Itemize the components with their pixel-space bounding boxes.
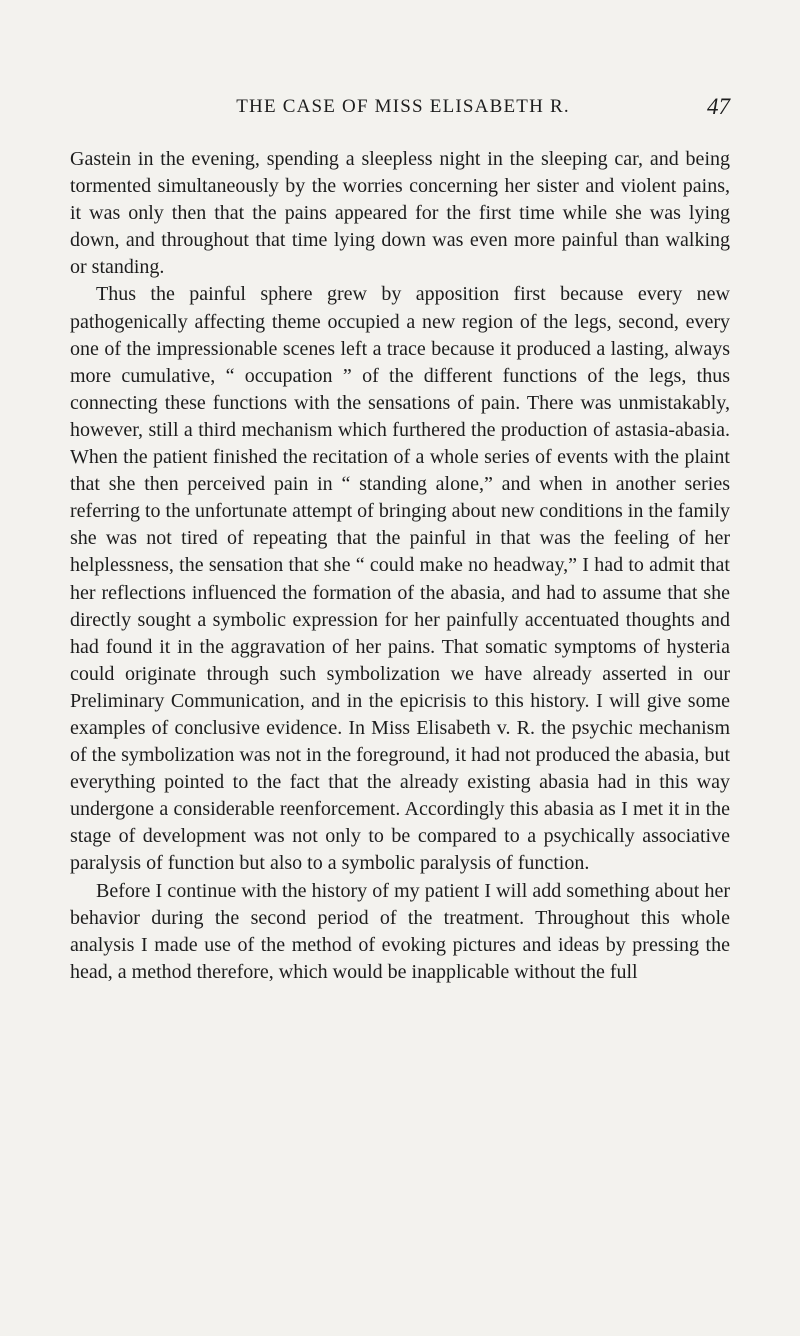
paragraph-painful-sphere: Thus the painful sphere grew by apposition first because every new pathogenically affecting theme occupied a new region of the legs, second, every one of the impressionable scenes left a trace because it produced a lasting, always more cumulative, “ occupation ” of the different functions of the legs, thus connecting these functions with the sensations of pain. There was unmistakably, however, still a third mechanism which furthered the production of astasia-abasia. When the patient finished the recitation of a whole series of events with the plaint that she then perceived pain in “ standing alone,” and when in another series referring to the unfortunate attempt of bringing about new conditions in the family she was not tired of repeating that the painful in that was the feeling of her helplessness, the sensation that she “ could make no headway,” I had to admit that her reflections influenced the formation of the abasia, and had to assume that she directly sought a symbolic expression for her painfully accentuated thoughts and had found it in the aggravation of her pains. That somatic symptoms of hysteria could originate through such symbolization we have already asserted in our Preliminary Communication, and in the epicrisis to this history. I will give some examples of conclusive evidence. In Miss Elisabeth v. R. the psychic mechanism of the symbolization was not in the foreground, it had not produced the abasia, but everything pointed to the fact that the already existing abasia had in this way undergone a considerable reenforcement. Accordingly this abasia as I met it in the stage of development was not only to be compared to a psychically associative paralysis of function but also to a symbolic paralysis of function. (70, 283, 730, 875)
page-number: 47 (707, 94, 730, 119)
body-text (70, 146, 730, 986)
running-title: THE CASE OF MISS ELISABETH R. (236, 96, 570, 117)
running-head (70, 92, 730, 122)
paragraph-continuation: Gastein in the evening, spending a sleepless night in the sleeping car, and being tormented simultaneously by the worries concerning her sister and violent pains, it was only then that the pains appeared for the first time while she was lying down, and throughout that time lying down was even more painful than walking or standing. (70, 148, 730, 279)
paragraph-before-i-continue: Before I continue with the history of my patient I will add something about her behavior during the second period of the treatment. Throughout this whole analysis I made use of the method of evoking pictures and ideas by pressing the head, a method therefore, which would be inapplicable without the full (70, 879, 730, 983)
